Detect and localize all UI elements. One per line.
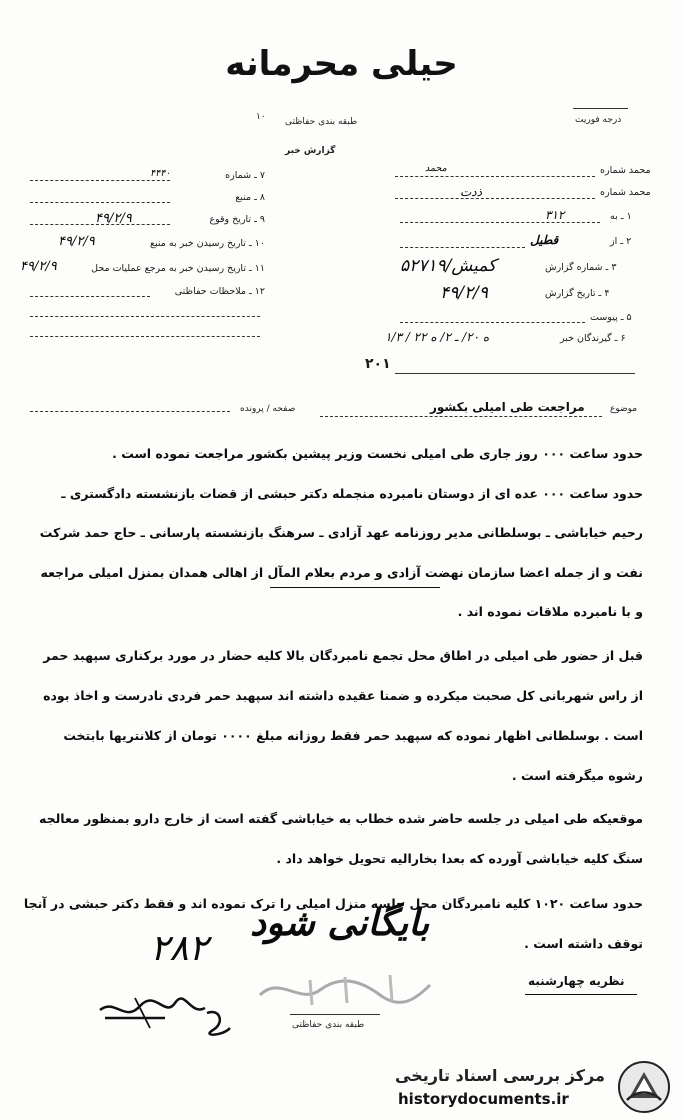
right-field-line [395, 176, 595, 177]
body-line: حدود ساعت ۱۰۲۰ کلیه نامبردگان محل جلسه منزل امیلی را ترک نموده اند و فقط دکتر حبشی در آنجا [23, 896, 643, 911]
left-field-value: ۴۹/۲/۹ [95, 211, 132, 226]
secrecy-degree-label: درجه فوریت [575, 115, 622, 125]
archive-stamp: بایگانی شود [250, 902, 430, 944]
signature-label: نظریه چهارشنبه [528, 974, 625, 988]
right-field-value: ۱/ه ۲۰/ ـ ۲/ ه ۲۲ / ۳ [385, 330, 490, 344]
body-line: موقعیکه طی امیلی در جلسه حاضر شده خطاب به خیاباشی گفته است از خارج دارو بمنظور معالجه [39, 811, 643, 826]
watermark-url: historydocuments.ir [398, 1090, 569, 1108]
watermark-org-name: مرکز بررسی اسناد تاریخی [395, 1066, 605, 1085]
right-field-label: ۵ ـ پیوست [590, 312, 632, 323]
left-subject-line [30, 411, 230, 412]
right-field-label: ۳ ـ شماره گزارش [545, 262, 617, 273]
faded-handwriting [250, 965, 440, 1015]
left-field-line [30, 296, 150, 297]
body-line: حدود ساعت ۰۰۰ روز جاری طی امیلی نخست وزیر پیشین بکشور مراجعت نموده است . [112, 446, 643, 461]
body-line: رحیم خیاباشی ـ بوسلطانی مدیر روزنامه عهد آزادی ـ سرهنگ بازنشسته پارسانی ـ حاج حمد شرکت [39, 525, 643, 540]
body-line: است . بوسلطانی اظهار نموده که سپهبد حمر فقط روزانه مبلغ ۰۰۰۰ تومان از کلانتریها بابتخت [63, 728, 643, 743]
right-field-value: محمد [425, 163, 447, 174]
left-blank-line [30, 316, 260, 317]
body-line: از راس شهربانی کل صحبت میکرده و ضمنا عقیده داشته اند سپهبد حمر فردی نادرست و اخاذ بوده [43, 688, 643, 703]
body-line: و با نامبرده ملاقات نموده اند . [457, 604, 643, 619]
subject-label: موضوع [610, 404, 638, 414]
right-field-label: ۴ ـ تاریخ گزارش [545, 288, 610, 299]
left-field-label: ۱۲ ـ ملاحظات حفاظتی [174, 286, 265, 297]
right-field-line [400, 222, 600, 223]
left-field-value: ۴۹/۲/۹ [20, 259, 57, 274]
body-line: قبل از حضور طی امیلی در اطاق محل تجمع نامبردگان بالا کلیه حضار در مورد برکناری سپهبد حمر [43, 648, 643, 663]
left-page-ref: صفحه / پرونده [240, 404, 296, 414]
document-title: حیلی محرمانه [225, 44, 458, 84]
left-blank-line [30, 336, 260, 337]
left-field-label: ۷ ـ شماره [225, 170, 265, 181]
classification-bottom: طبقه بندی حفاظتی [292, 1020, 365, 1030]
right-block-line [395, 373, 635, 374]
right-field-line [400, 247, 525, 248]
right-field-label: محمد شماره [600, 165, 651, 176]
body-line: رشوه میگرفته است . [511, 768, 643, 783]
right-field-value: ذدت [460, 185, 482, 199]
right-field-value: قطیل [530, 233, 559, 247]
right-field-value: ۳۱۲ [545, 208, 565, 222]
body-line: حدود ساعت ۰۰۰ عده ای از دوستان نامبرده منجمله دکتر حبشی از قضات بازنشسته دادگستری ـ [61, 486, 643, 501]
left-field-line [30, 180, 170, 181]
left-field-label: ۸ ـ منبع [235, 192, 265, 203]
classification-line [290, 1014, 380, 1015]
right-field-value: ۵۲۷۱۹/کمیش [400, 256, 497, 276]
signature-underline [525, 994, 637, 995]
right-field-label: ۲ ـ از [610, 236, 632, 247]
archive-logo-icon [617, 1060, 671, 1114]
left-field-line [30, 224, 170, 225]
right-field-value: ۴۹/۲/۹ [440, 283, 488, 303]
right-field-label: ۱ ـ به [610, 211, 632, 222]
archive-stamp-number: ۲۸۲ [150, 928, 209, 969]
subject-value: مراجعت طی امیلی بکشور [430, 400, 585, 414]
report-type: گزارش خبر [285, 146, 336, 156]
classification-top: طبقه بندی حفاظتی [285, 117, 358, 127]
body-line: توقف داشته است . [524, 936, 643, 951]
right-field-label: ۶ ـ گیرندگان خبر [560, 333, 626, 344]
right-field-line [395, 198, 595, 199]
subject-line [320, 416, 602, 417]
secrecy-degree-line [573, 108, 628, 109]
left-field-label: ۱۱ ـ تاریخ رسیدن خبر به مرجع عملیات محل [91, 263, 265, 274]
signature-scribble [95, 988, 235, 1038]
body-line: سنگ کلیه خیاباشی آورده که بعدا بخارالیه تحویل خواهد داد . [276, 851, 643, 866]
left-field-line [30, 202, 170, 203]
page-number: ۱۰ [256, 112, 266, 122]
left-field-value: ۴۴۴۰ [150, 168, 171, 179]
body-line: نفت و از جمله اعضا سازمان نهضت آزادی و مردم بعلام المآل از اهالی همدان بمنزل امیلی مراجعه [40, 565, 643, 580]
left-field-label: ۱۰ ـ تاریخ رسیدن خبر به منبع [150, 238, 265, 249]
right-field-line [400, 322, 585, 323]
left-field-label: ۹ ـ تاریخ وقوع [209, 214, 265, 225]
left-field-value: ۴۹/۲/۹ [58, 234, 95, 249]
extra-number: ۲۰۱ [365, 356, 391, 372]
body-underline [270, 587, 440, 588]
right-field-label: محمد شماره [600, 187, 651, 198]
